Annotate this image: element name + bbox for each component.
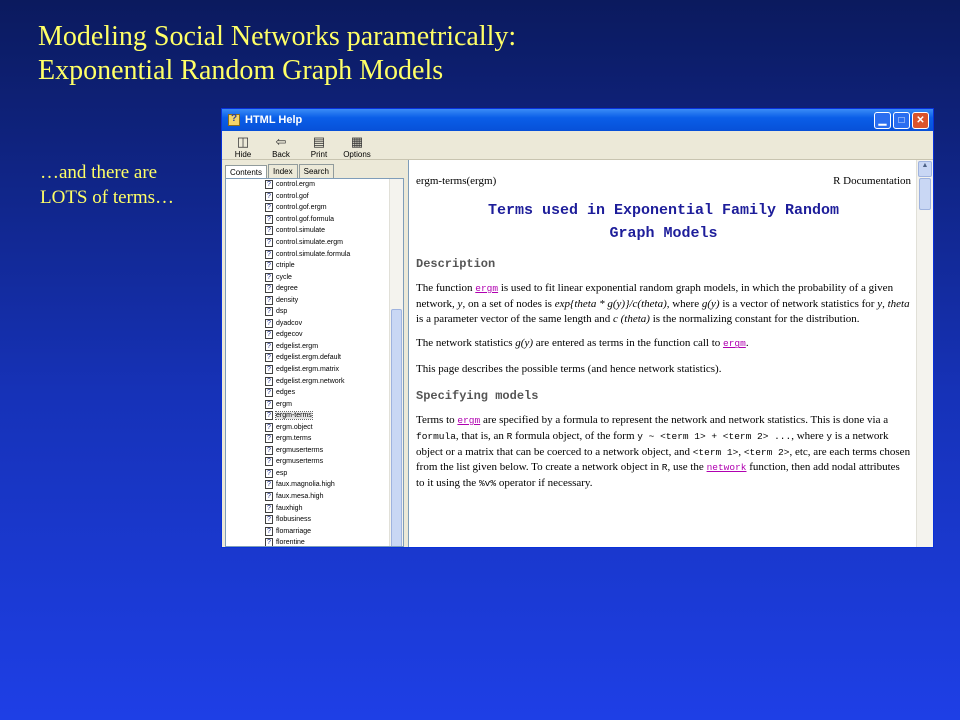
window-controls <box>874 112 929 129</box>
help-topic-icon: ? <box>265 504 273 513</box>
printer-icon: ▤ <box>312 134 326 149</box>
options-icon: ▦ <box>350 134 364 149</box>
help-topic-icon: ? <box>265 480 273 489</box>
side-note-line1: …and there are <box>40 162 158 183</box>
tree-item[interactable] <box>226 387 389 399</box>
tab-search[interactable]: Search <box>299 164 334 178</box>
tree-item-label: control.gof <box>276 192 309 200</box>
back-label: Back <box>272 150 290 159</box>
tree-item-label: density <box>276 296 299 304</box>
help-topic-icon: ? <box>265 423 273 432</box>
side-note <box>40 160 174 210</box>
section-heading-specifying: Specifying models <box>416 388 539 403</box>
tree-scrollbar[interactable] <box>389 179 403 546</box>
doc-title-line2: Graph Models <box>609 225 718 242</box>
tree-item-label: ergm.terms <box>276 435 312 443</box>
help-topic-icon: ? <box>265 296 273 305</box>
doc-title-line1: Terms used in Exponential Family Random <box>487 202 840 219</box>
doc-title <box>416 199 911 245</box>
slide-title-line1: Modeling Social Networks parametrically: <box>38 21 517 52</box>
tree-item-label: faux.magnolia.high <box>276 481 335 489</box>
tree-item[interactable] <box>226 421 389 433</box>
help-topic-icon: ? <box>265 411 273 420</box>
hide-icon: ◫ <box>236 134 250 149</box>
help-topic-icon: ? <box>265 226 273 235</box>
help-topic-icon: ? <box>265 261 273 270</box>
description-paragraph: The function ergm is used to fit linear exponential random graph models, in which the probability of a given network, y, on a set of nodes is exp{theta * g(y)}/c(theta), where g(y) is a vector of network statistics for y, theta is a parameter vector of the same length and c (theta) is the normalizing constant for the distribution. <box>416 282 910 325</box>
statistics-paragraph: The network statistics g(y) are entered as terms in the function call to ergm. <box>416 337 749 350</box>
help-topic-icon: ? <box>265 273 273 282</box>
options-button[interactable] <box>342 135 372 159</box>
help-topic-icon: ? <box>265 250 273 259</box>
tree-item-label: ergmuserterms <box>276 446 324 454</box>
window-title: HTML Help <box>245 114 303 126</box>
tree-item[interactable] <box>226 468 389 480</box>
tree-item-label: florentine <box>276 539 305 547</box>
topic-scroll-thumb[interactable] <box>919 178 931 210</box>
back-button[interactable] <box>266 135 296 159</box>
tab-index[interactable]: Index <box>268 164 298 178</box>
tree-item-label: ergm.object <box>276 423 313 431</box>
maximize-button[interactable]: □ <box>893 112 910 129</box>
tree-item-label: ergm-terms <box>276 412 312 420</box>
tree-item[interactable] <box>226 237 389 249</box>
help-topic-icon: ? <box>265 307 273 316</box>
hide-label: Hide <box>234 150 252 159</box>
navigation-pane <box>222 160 404 547</box>
specifying-paragraph: Terms to ergm are specified by a formula to represent the network and network statistics. This is done via a formula, that is, an R formula object, of the form y ~ <term 1> + <term 2> ..., where y is a network object or a matrix that can be coerced to a network object, and <term 1>, <term 2>, etc, are each terms chosen from the list given below. To create a network object in R, use the network function, then add nodal attributes to it using the %v% operator if necessary. <box>416 413 911 490</box>
page-describes-paragraph: This page describes the possible terms (and hence network statistics). <box>416 363 722 376</box>
tree-item-label: control.gof.ergm <box>276 204 327 212</box>
tree-item-label: control.simulate.formula <box>276 250 351 258</box>
tree-item[interactable] <box>226 248 389 260</box>
tree-item-label: flomarriage <box>276 527 312 535</box>
tree-item[interactable] <box>226 456 389 468</box>
slide-title <box>38 20 516 88</box>
tree-item[interactable] <box>226 398 389 410</box>
ergm-link[interactable]: ergm <box>475 283 499 294</box>
help-topic-icon: ? <box>265 434 273 443</box>
tree-item[interactable] <box>226 514 389 526</box>
help-topic-icon: ? <box>265 342 273 351</box>
section-heading-description: Description <box>416 257 496 271</box>
help-topic-icon: ? <box>265 319 273 328</box>
tree-item-label: esp <box>276 469 288 477</box>
tree-item[interactable] <box>226 179 389 191</box>
contents-tree <box>225 178 404 547</box>
tree-item-label: edgelist.ergm.network <box>276 377 345 385</box>
minimize-button[interactable]: ▁ <box>874 112 891 129</box>
tree-item-label: ctriple <box>276 262 295 270</box>
tree-item[interactable] <box>226 502 389 514</box>
help-topic-icon: ? <box>265 377 273 386</box>
help-topic-icon: ? <box>265 388 273 397</box>
doc-header-left: ergm-terms(ergm) <box>416 175 497 187</box>
nav-tabs <box>222 160 404 178</box>
back-arrow-icon: ⇦ <box>275 134 287 149</box>
tree-item[interactable] <box>226 491 389 503</box>
window-titlebar[interactable] <box>222 109 933 131</box>
tree-item[interactable] <box>226 445 389 457</box>
tree-item[interactable] <box>226 525 389 537</box>
help-book-icon <box>228 114 240 126</box>
help-topic-icon: ? <box>265 203 273 212</box>
tree-item[interactable] <box>226 364 389 376</box>
tab-contents[interactable]: Contents <box>225 165 267 179</box>
help-topic-icon: ? <box>265 469 273 478</box>
tree-item[interactable] <box>226 433 389 445</box>
tree-item-label: edgelist.ergm.matrix <box>276 366 340 374</box>
tree-item[interactable] <box>226 479 389 491</box>
topic-pane <box>408 160 933 547</box>
tree-item[interactable] <box>226 341 389 353</box>
help-topic-icon: ? <box>265 527 273 536</box>
tree-item-label: edgelist.ergm.default <box>276 354 341 362</box>
window-body <box>222 160 933 547</box>
tree-item-label: dyadcov <box>276 319 303 327</box>
tree-item-label: edgelist.ergm <box>276 342 319 350</box>
help-topic-icon: ? <box>265 446 273 455</box>
help-topic-icon: ? <box>265 238 273 247</box>
help-topic-icon: ? <box>265 365 273 374</box>
help-topic-icon: ? <box>265 515 273 524</box>
tree-item-label: control.gof.formula <box>276 215 334 223</box>
print-button[interactable] <box>304 135 334 159</box>
tree-item-label: degree <box>276 285 298 293</box>
help-topic-icon: ? <box>265 538 273 547</box>
network-link[interactable]: network <box>706 462 747 474</box>
help-topic-icon: ? <box>265 353 273 362</box>
tree-item[interactable] <box>226 214 389 226</box>
help-topic-icon: ? <box>265 284 273 293</box>
help-topic-icon: ? <box>265 457 273 466</box>
tree-item-label: control.simulate.ergm <box>276 239 343 246</box>
topic-content <box>416 175 911 502</box>
tree-item[interactable] <box>226 410 389 422</box>
ergm-link-3[interactable]: ergm <box>457 414 481 426</box>
tree-item[interactable] <box>226 352 389 364</box>
help-topic-icon: ? <box>265 215 273 224</box>
tree-item-label: ergm <box>276 400 292 408</box>
help-topic-icon: ? <box>265 330 273 339</box>
doc-header-right: R Documentation <box>833 175 911 187</box>
help-topic-icon: ? <box>265 180 273 189</box>
ergm-link-2[interactable]: ergm <box>723 338 746 350</box>
tree-item[interactable] <box>226 271 389 283</box>
help-topic-icon: ? <box>265 400 273 409</box>
help-topic-icon: ? <box>265 492 273 501</box>
tree-item[interactable] <box>226 225 389 237</box>
tree-item[interactable] <box>226 202 389 214</box>
toolbar <box>222 131 933 160</box>
tree-item[interactable] <box>226 318 389 330</box>
options-label: Options <box>343 150 371 159</box>
hide-button[interactable] <box>228 135 258 159</box>
close-button[interactable]: ✕ <box>912 112 929 129</box>
tree-item-label: fauxhigh <box>276 504 303 512</box>
tree-item-label: control.simulate <box>276 227 326 235</box>
tree-item[interactable] <box>226 537 389 547</box>
tree-item[interactable] <box>226 283 389 295</box>
tree-item[interactable] <box>226 306 389 318</box>
tree-item-label: edgecov <box>276 331 303 339</box>
tree-item-label: control.ergm <box>276 181 315 189</box>
tree-item[interactable] <box>226 294 389 306</box>
tree-item-label: faux.mesa.high <box>276 493 324 501</box>
tree-scroll-thumb[interactable] <box>391 309 402 547</box>
tree-item-label: flobusiness <box>276 516 312 524</box>
tree-item-label: cycle <box>276 273 292 281</box>
tree-item-label: ergmuserterms <box>276 458 324 466</box>
tree-item[interactable] <box>226 375 389 387</box>
tree-item[interactable] <box>226 329 389 341</box>
tree-item[interactable] <box>226 191 389 203</box>
tree-item-label: dsp <box>276 308 288 316</box>
topic-scrollbar[interactable] <box>916 160 933 547</box>
tree-list <box>226 179 389 547</box>
side-note-line2: LOTS of terms… <box>40 187 175 208</box>
slide-title-line2: Exponential Random Graph Models <box>38 55 444 86</box>
help-topic-icon: ? <box>265 192 273 201</box>
print-label: Print <box>310 150 328 159</box>
html-help-window <box>222 109 933 547</box>
tree-item-label: edges <box>276 389 296 397</box>
doc-header <box>416 175 911 187</box>
tree-item[interactable] <box>226 260 389 272</box>
scroll-up-button[interactable]: ▲ <box>918 161 932 177</box>
